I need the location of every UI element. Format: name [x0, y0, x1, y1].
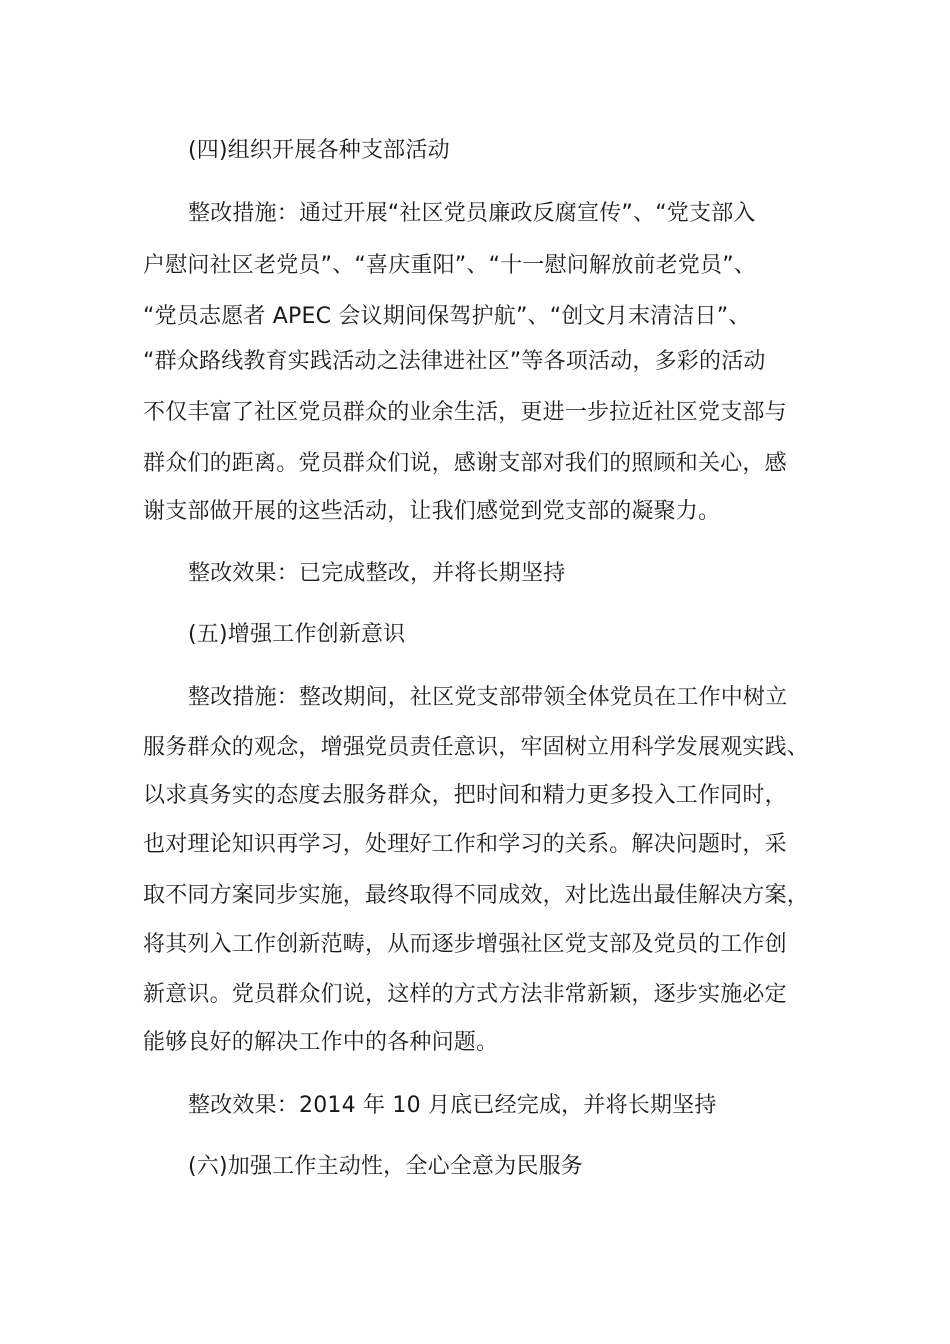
paragraph-line: 以求真务实的态度去服务群众，把时间和精力更多投入工作同时，: [143, 783, 787, 808]
paragraph-line: 取不同方案同步实施，最终取得不同成效，对比选出最佳解决方案，: [143, 883, 810, 908]
paragraph-line: 谢支部做开展的这些活动，让我们感觉到党支部的凝聚力。: [143, 499, 721, 524]
paragraph-line: 不仅丰富了社区党员群众的业余生活，更进一步拉近社区党支部与: [143, 400, 787, 425]
paragraph-line: 也对理论知识再学习，处理好工作和学习的关系。解决问题时，采: [143, 832, 787, 857]
paragraph-line: “党员志愿者 APEC 会议期间保驾护航”、“创文月末清洁日”、: [143, 304, 751, 329]
paragraph-line: 户慰问社区老党员”、“喜庆重阳”、“十一慰问解放前老党员”、: [143, 253, 756, 278]
paragraph-line: 服务群众的观念，增强党员责任意识，牢固树立用科学发展观实践、: [143, 735, 810, 760]
paragraph-line: 群众们的距离。党员群众们说，感谢支部对我们的照顾和关心，感: [143, 451, 787, 476]
section-heading-4: (四)组织开展各种支部活动: [188, 138, 450, 163]
paragraph-line: 整改措施：整改期间，社区党支部带领全体党员在工作中树立: [188, 685, 788, 710]
paragraph-line: 将其列入工作创新范畴，从而逐步增强社区党支部及党员的工作创: [143, 932, 787, 957]
section-heading-5: (五)增强工作创新意识: [188, 622, 406, 647]
paragraph-line: 能够良好的解决工作中的各种问题。: [143, 1030, 499, 1055]
result-line: 整改效果：已完成整改，并将长期坚持: [188, 561, 566, 586]
paragraph-line: “群众路线教育实践活动之法律进社区”等各项活动，多彩的活动: [143, 349, 766, 374]
paragraph-line: 整改措施：通过开展“社区党员廉政反腐宣传”、“党支部入: [188, 201, 756, 226]
section-heading-6: (六)加强工作主动性，全心全意为民服务: [188, 1154, 583, 1179]
result-line: 整改效果：2014 年 10 月底已经完成，并将长期坚持: [188, 1093, 717, 1118]
paragraph-line: 新意识。党员群众们说，这样的方式方法非常新颖，逐步实施必定: [143, 982, 787, 1007]
